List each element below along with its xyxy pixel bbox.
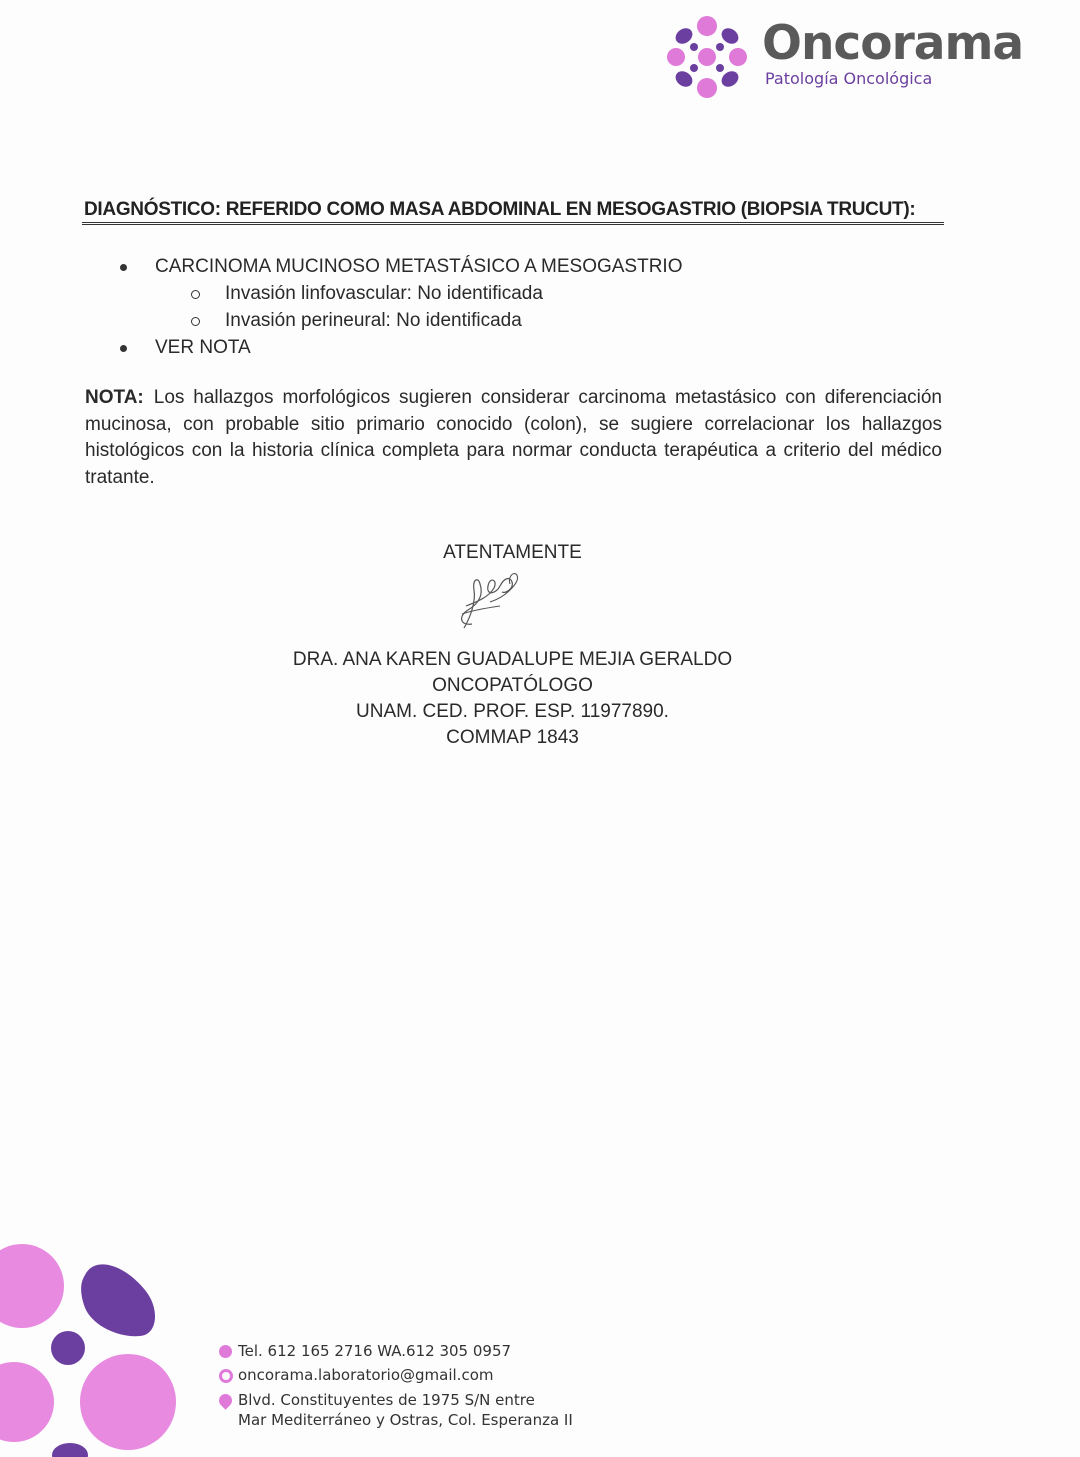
handwritten-signature-icon <box>450 566 525 636</box>
signatory-commap: COMMAP 1843 <box>446 727 579 748</box>
note-paragraph <box>85 385 942 491</box>
closing-text: ATENTAMENTE <box>443 542 582 563</box>
email-icon <box>219 1369 233 1383</box>
signatory-details <box>220 647 805 751</box>
sub-bullet-icon <box>191 317 200 326</box>
report-page: Oncorama Patología Oncológica DIAGNÓSTICO: REFERIDO COMO MASA ABDOMINAL EN MESOGASTRIO (BIOPSIA TRUCUT): CARCINOMA MUCINOSO METASTÁSICO A MESOGASTRIO Invasión linfovascular: No identificada Invasión perineural: No identificada VER NOTA NOTA: Los hallazgos morfológicos sugieren considerar carcinoma metastásico con diferenciación mucinosa, con probable sitio primario conocido (colon), se sugiere correlacionar los hallazgos histológicos con la historia clínica completa para normar conducta terapéutica a criterio del médico tratante. ATENTAMENTE DRA. ANA KAREN GUADALUPE MEJIA GERALDO ONCOPATÓLOGO UNAM. CED. PROF. ESP. 11977890. COMMAP 1843 Tel. 612 165 2716 WA.612 305 0957 oncorama.laboratorio@gmail.com Blvd. Constituyentes de 1975 S/N entre Mar Mediterráneo y Ostras, Col. Esperanza II <box>0 0 1080 1457</box>
brand-name: Oncorama <box>762 16 1024 71</box>
diagnosis-heading: DIAGNÓSTICO: REFERIDO COMO MASA ABDOMINAL EN MESOGASTRIO (BIOPSIA TRUCUT): <box>84 199 916 220</box>
diagnosis-item: CARCINOMA MUCINOSO METASTÁSICO A MESOGASTRIO <box>155 256 683 277</box>
sub-bullet-icon <box>191 290 200 299</box>
note-label: NOTA: <box>85 387 144 408</box>
diagnosis-item: VER NOTA <box>155 337 251 358</box>
brand-tagline: Patología Oncológica <box>765 69 933 88</box>
location-pin-icon <box>216 1391 234 1409</box>
diagnosis-subitem: Invasión linfovascular: No identificada <box>225 283 543 304</box>
address-line-1: Blvd. Constituyentes de 1975 S/N entre <box>238 1391 535 1409</box>
signatory-name: DRA. ANA KAREN GUADALUPE MEJIA GERALDO <box>292 649 733 670</box>
signatory-title: ONCOPATÓLOGO <box>432 675 593 696</box>
bullet-icon <box>120 345 127 352</box>
bullet-icon <box>120 264 127 271</box>
heading-underline <box>82 222 944 225</box>
signatory-license: UNAM. CED. PROF. ESP. 11977890. <box>356 701 669 722</box>
diagnosis-subitem: Invasión perineural: No identificada <box>225 310 522 331</box>
brand-logo <box>664 14 1044 100</box>
address-line-2: Mar Mediterráneo y Ostras, Col. Esperanza II <box>238 1411 573 1429</box>
oncorama-dots-logo-icon <box>664 14 750 100</box>
note-text: Los hallazgos morfológicos sugieren considerar carcinoma metastásico con diferenciación mucinosa, con probable sitio primario conocido (colon), se sugiere correlacionar los hallazgos histológicos con la historia clínica completa para normar conducta terapéutica a criterio del médico tratante. <box>85 387 942 488</box>
footer-decoration <box>0 1230 200 1457</box>
phone-icon <box>219 1345 232 1358</box>
